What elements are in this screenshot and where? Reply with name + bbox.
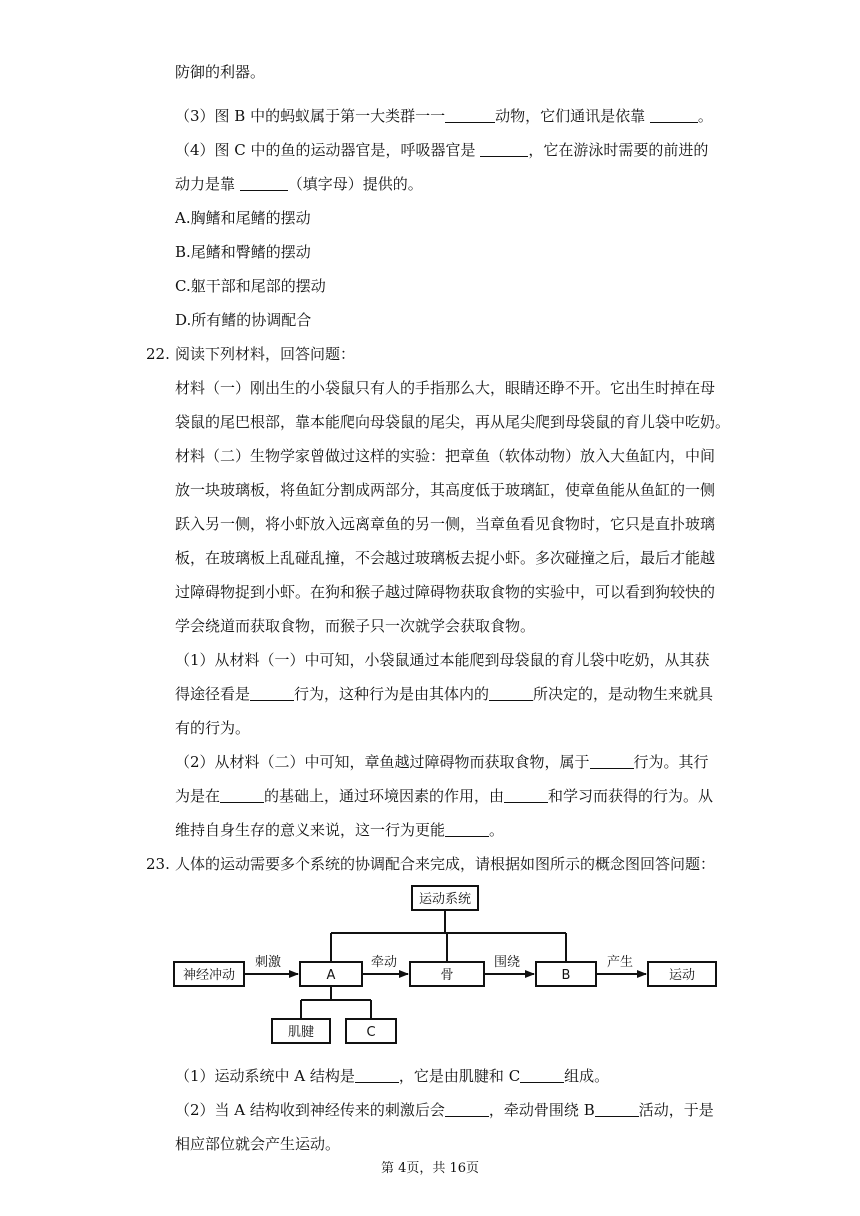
- answer-blank[interactable]: [480, 141, 528, 157]
- material-1-line: 材料（一）刚出生的小袋鼠只有人的手指那么大，眼睛还睁不开。它出生时掉在母: [175, 379, 716, 397]
- answer-blank[interactable]: [595, 1101, 639, 1117]
- answer-blank[interactable]: [504, 787, 548, 803]
- material-2-line: 跃入另一侧，将小虾放入远离章鱼的另一侧，当章鱼看见食物时，它只是直扑玻璃: [175, 515, 716, 533]
- q3-text: （3）图 B 中的蚂蚁属于第一大类群一一: [175, 107, 446, 125]
- material-2-line: 板，在玻璃板上乱碰乱撞，不会越过玻璃板去捉小虾。多次碰撞之后，最后才能越: [175, 549, 716, 567]
- sub-question-23-2-end: 相应部位就会产生运动。: [175, 1135, 341, 1153]
- answer-blank[interactable]: [445, 1101, 489, 1117]
- label-nerve-impulse: 神经冲动: [182, 968, 236, 983]
- q4-text: ，它在游泳时需要的前进的: [528, 141, 709, 159]
- answer-blank[interactable]: [650, 107, 698, 123]
- label-pull: 牵动: [370, 955, 398, 970]
- q3-text: 。: [697, 107, 713, 125]
- option-a[interactable]: A.胸鳍和尾鳍的摆动: [175, 209, 311, 227]
- q4-text: （4）图 C 中的鱼的运动器官是，呼吸器官是: [175, 141, 476, 159]
- label-produce: 产生: [606, 955, 634, 970]
- label-motor-system: 运动系统: [418, 892, 472, 907]
- label-c: C: [366, 1025, 376, 1040]
- option-d[interactable]: D.所有鳍的协调配合: [175, 311, 312, 329]
- text-line: [175, 62, 265, 82]
- material-2-line: 放一块玻璃板，将鱼缸分割成两部分，其高度低于玻璃缸，使章鱼能从鱼缸的一侧: [175, 481, 716, 499]
- s2-text: 为是在: [175, 787, 221, 805]
- question-3: [175, 106, 713, 126]
- label-tendon: 肌腱: [287, 1025, 315, 1040]
- option-b[interactable]: B.尾鳍和臀鳍的摆动: [175, 243, 311, 261]
- label-b: B: [561, 968, 571, 983]
- question-23: [146, 854, 715, 874]
- s1-text: 得途径看是: [175, 685, 251, 703]
- label-stimulus: 刺激: [254, 955, 282, 970]
- question-4-cont: [175, 174, 423, 194]
- sub-question-2: [175, 752, 709, 772]
- s2-text: 行为。其行: [633, 753, 709, 771]
- q3-text: 动物，它们通讯是依靠: [495, 107, 646, 125]
- material-2-line: 材料（二）生物学家曾做过这样的实验：把章鱼（软体动物）放入大鱼缸内，中间: [175, 447, 716, 465]
- sub-question-1-cont: [175, 684, 713, 704]
- label-motion: 运动: [668, 968, 696, 983]
- question-stem: 人体的运动需要多个系统的协调配合来完成，请根据如图所示的概念图回答问题：: [175, 855, 716, 873]
- question-22: [146, 344, 355, 364]
- answer-blank[interactable]: [445, 821, 489, 837]
- s2-text: 的基础上，通过环境因素的作用，由: [264, 787, 505, 805]
- s2-text: 和学习而获得的行为。从: [548, 787, 714, 805]
- t1-text: （1）运动系统中 A 结构是: [175, 1067, 355, 1085]
- t2-text: （2）当 A 结构收到神经传来的刺激后会: [175, 1101, 445, 1119]
- material-1-line: 袋鼠的尾巴根部，靠本能爬向母袋鼠的尾尖，再从尾尖爬到母袋鼠的育儿袋中吃奶。: [175, 413, 731, 431]
- sub-question-2-end: [175, 820, 504, 840]
- t2-text: ，牵动骨围绕 B: [488, 1101, 595, 1119]
- sub-question-1: （1）从材料（一）中可知，小袋鼠通过本能爬到母袋鼠的育儿袋中吃奶，从其获: [175, 651, 710, 669]
- material-2-line: 过障碍物捉到小虾。在狗和猴子越过障碍物获取食物的实验中，可以看到狗较快的: [175, 583, 716, 601]
- t1-text: ，它是由肌腱和 C: [398, 1067, 521, 1085]
- s2-text: （2）从材料（二）中可知，章鱼越过障碍物而获取食物，属于: [175, 753, 590, 771]
- sub-question-1-end: 有的行为。: [175, 719, 251, 737]
- sub-question-23-2: [175, 1100, 714, 1120]
- sub-question-2-cont: [175, 786, 713, 806]
- q4-text: （填字母）提供的。: [287, 175, 423, 193]
- answer-blank[interactable]: [240, 175, 288, 191]
- answer-blank[interactable]: [250, 685, 294, 701]
- question-number: 22.: [146, 345, 170, 363]
- s1-text: 行为，这种行为是由其体内的: [294, 685, 490, 703]
- answer-blank[interactable]: [445, 107, 495, 123]
- label-a: A: [326, 968, 336, 983]
- option-c[interactable]: C.躯干部和尾部的摆动: [175, 277, 326, 295]
- label-around: 围绕: [493, 955, 521, 970]
- q4-text: 动力是靠: [175, 175, 236, 193]
- s2-text: 。: [489, 821, 505, 839]
- material-2-line: 学会绕道而获取食物，而猴子只一次就学会获取食物。: [175, 617, 536, 635]
- t2-text: 活动，于是: [638, 1101, 714, 1119]
- question-stem: 阅读下列材料，回答问题：: [175, 345, 356, 363]
- answer-blank[interactable]: [520, 1067, 564, 1083]
- s2-text: 维持自身生存的意义来说，这一行为更能: [175, 821, 446, 839]
- line-text: 防御的利器。: [175, 63, 266, 81]
- answer-blank[interactable]: [489, 685, 533, 701]
- label-bone: 骨: [440, 968, 454, 983]
- concept-diagram: [170, 882, 730, 1050]
- answer-blank[interactable]: [590, 753, 634, 769]
- sub-question-23-1: [175, 1066, 609, 1086]
- answer-blank[interactable]: [220, 787, 264, 803]
- s1-text: 所决定的，是动物生来就具: [533, 685, 714, 703]
- page-footer: 第 4页，共 16页: [380, 1161, 480, 1176]
- answer-blank[interactable]: [355, 1067, 399, 1083]
- t1-text: 组成。: [564, 1067, 610, 1085]
- question-4: [175, 140, 708, 160]
- question-number: 23.: [146, 855, 170, 873]
